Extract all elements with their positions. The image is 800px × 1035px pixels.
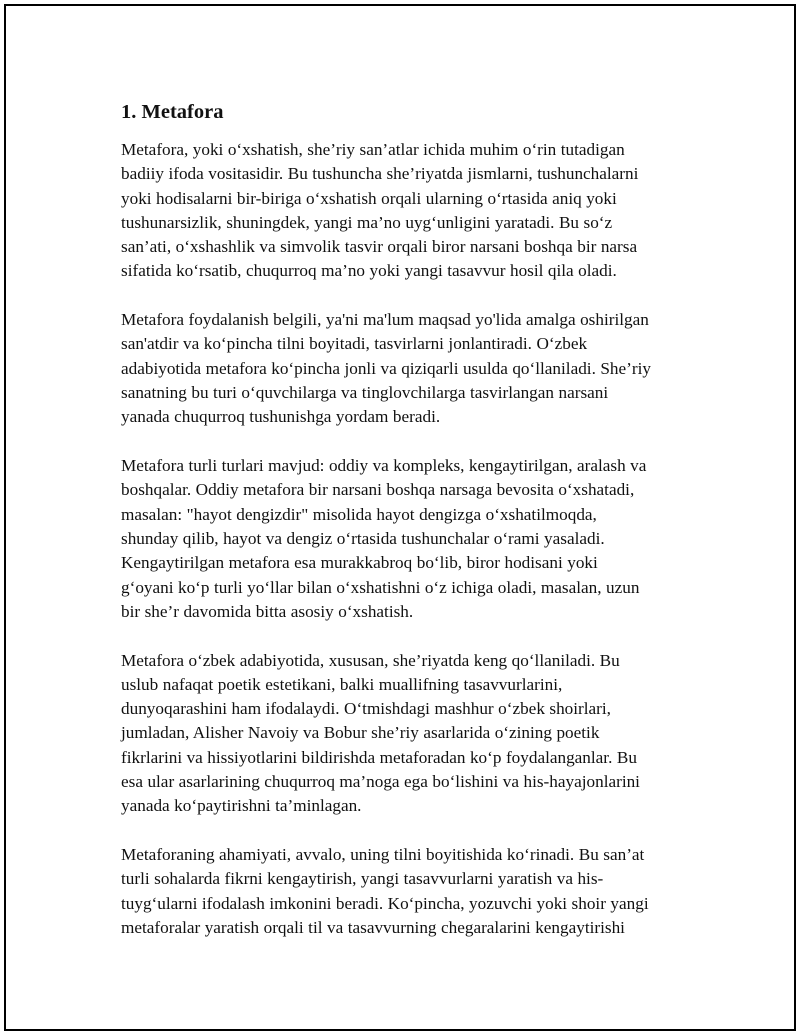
- text-line: san’ati, o‘xshashlik va simvolik tasvir orqali biror narsani boshqa bir narsa: [121, 237, 638, 257]
- text-line: tuyg‘ularni ifodalash imkonini beradi. Ko‘pincha, yozuvchi yoki shoir yangi: [121, 893, 649, 913]
- text-line: bir she’r davomida bitta asosiy o‘xshatish.: [121, 601, 414, 621]
- text-line: shunday qilib, hayot va dengiz o‘rtasida tushunchalar o‘rami yasaladi.: [121, 528, 605, 548]
- text-line: esa ular asarlarining chuqurroq ma’noga ega bo‘lishini va his-hayajonlarini: [121, 772, 640, 791]
- text-line: Metafora o‘zbek adabiyotida, xususan, she’riyatda keng qo‘llaniladi. Bu: [121, 650, 620, 670]
- text-line: yoki hodisalarni bir-biriga o‘xshatish orqali ularning o‘rtasida aniq yoki: [121, 188, 617, 208]
- paragraph-4: [121, 649, 696, 819]
- text-line: sifatida ko‘rsatib, chuqurroq ma’no yoki yangi tasavvur hosil qila oladi.: [121, 261, 617, 281]
- page-frame: [4, 4, 796, 1031]
- text-line: turli sohalarda fikrni kengaytirish, yangi tasavvurlarni yaratish va his-: [121, 869, 604, 889]
- text-line: Kengaytirilgan metafora esa murakkabroq bo‘lib, biror hodisani yoki: [121, 553, 598, 573]
- text-line: masalan: "hayot dengizdir" misolida hayot dengizga o‘xshatilmoqda,: [121, 504, 597, 524]
- text-line: badiiy ifoda vositasidir. Bu tushuncha she’riyatda jismlarni, tushunchalarni: [121, 164, 639, 184]
- text-line: san'atdir va ko‘pincha tilni boyitadi, tasvirlarni jonlantiradi. O‘zbek: [121, 334, 588, 354]
- text-line: yanada ko‘paytirishni ta’minlagan.: [121, 796, 362, 816]
- text-line: uslub nafaqat poetik estetikani, balki muallifning tasavvurlarini,: [121, 674, 563, 694]
- paragraph-1: [121, 138, 696, 284]
- text-line: jumladan, Alisher Navoiy va Bobur she’riy asarlarida o‘zining poetik: [121, 723, 600, 743]
- text-line: Metaforaning ahamiyati, avvalo, uning tilni boyitishida ko‘rinadi. Bu san’at: [121, 844, 645, 864]
- text-line: dunyoqarashini ham ifodalaydi. O‘tmishdagi mashhur o‘zbek shoirlari,: [121, 699, 611, 719]
- text-line: boshqalar. Oddiy metafora bir narsani boshqa narsaga bevosita o‘xshatadi,: [121, 480, 635, 500]
- text-line: g‘oyani ko‘p turli yo‘llar bilan o‘xshatishni o‘z ichiga oladi, masalan, uzun: [121, 577, 640, 597]
- text-line: sanatning bu turi o‘quvchilarga va tinglovchilarga tasvirlangan narsani: [121, 383, 609, 403]
- section-heading: 1. Metafora: [121, 101, 224, 123]
- text-line: adabiyotida metafora ko‘pincha jonli va qiziqarli usulda qo‘llaniladi. She’riy: [121, 358, 651, 378]
- paragraph-5: [121, 843, 696, 940]
- document-body: [121, 98, 696, 965]
- text-line: Metafora, yoki o‘xshatish, she’riy san’atlar ichida muhim o‘rin tutadigan: [121, 140, 625, 159]
- paragraph-3: [121, 454, 696, 624]
- paragraph-2: [121, 308, 696, 429]
- text-line: yanada chuqurroq tushunishga yordam beradi.: [121, 407, 441, 427]
- text-line: tushunarsizlik, shuningdek, yangi ma’no uyg‘unligini yaratadi. Bu so‘z: [121, 212, 613, 232]
- text-line: fikrlarini va hissiyotlarini bildirishda metaforadan ko‘p foydalanganlar. Bu: [121, 747, 637, 767]
- text-line: metaforalar yaratish orqali til va tasavvurning chegaralarini kengaytirishi: [121, 917, 625, 937]
- text-line: Metafora foydalanish belgili, ya'ni ma'lum maqsad yo'lida amalga oshirilgan: [121, 310, 649, 330]
- text-line: Metafora turli turlari mavjud: oddiy va kompleks, kengaytirilgan, aralash va: [121, 456, 647, 476]
